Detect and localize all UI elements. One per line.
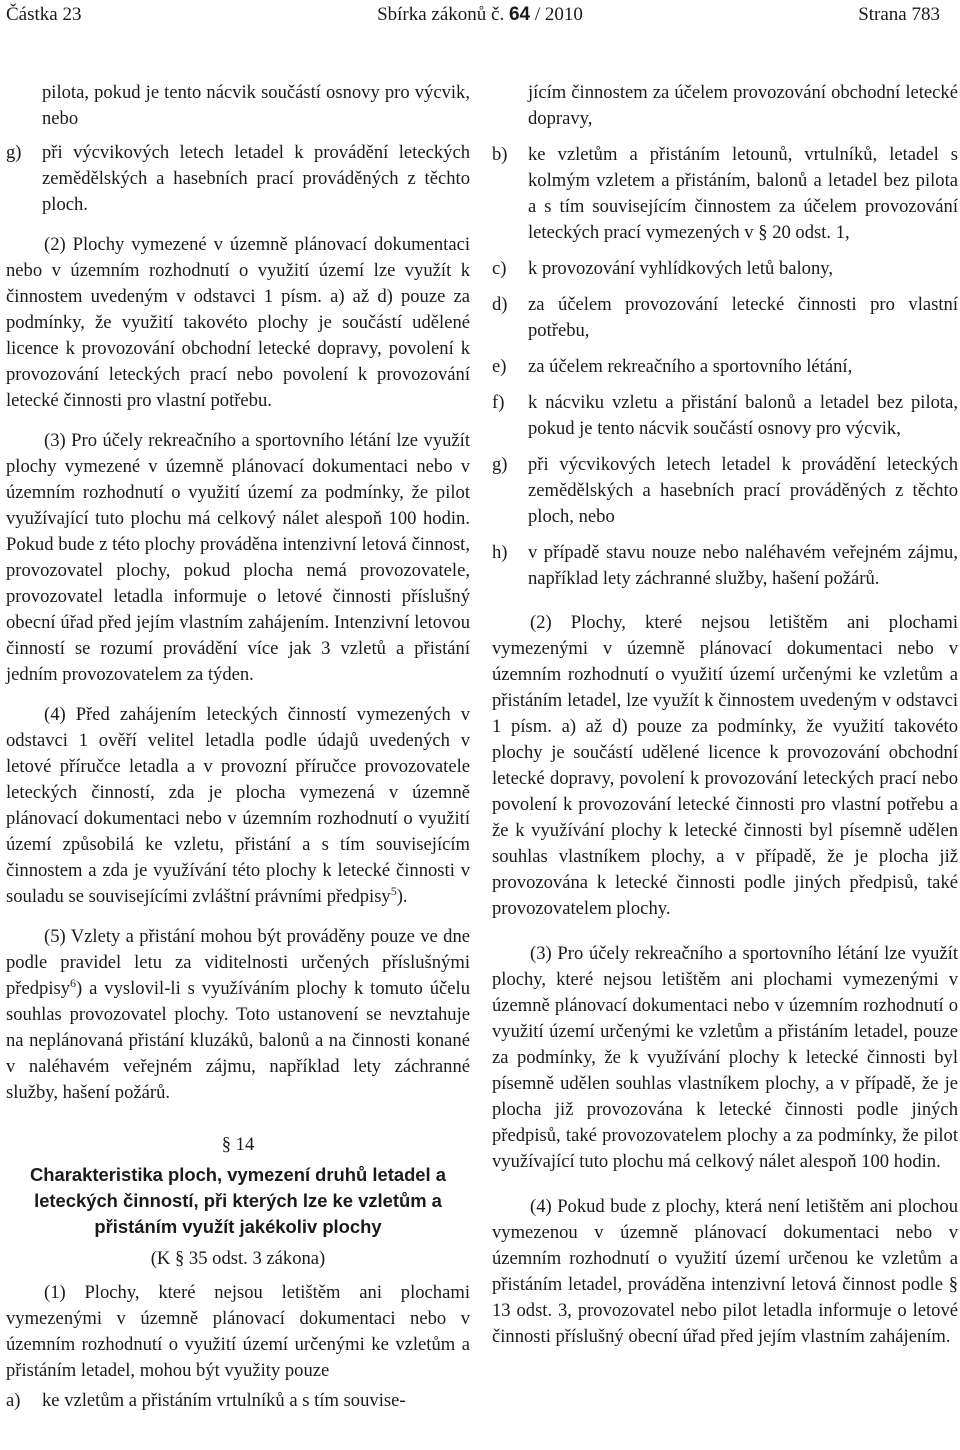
list-item	[492, 390, 958, 442]
section-reference: (K § 35 odst. 3 zákona)	[150, 1248, 326, 1269]
issue-number: 64	[508, 4, 531, 25]
item-text: za účelem provozování letecké činnosti pro vlastní potřebu,	[528, 294, 958, 341]
item-letter: f)	[492, 392, 505, 413]
paragraph-4	[6, 702, 470, 910]
paragraph-5-text-a: (5) Vzlety a přistání mohou být prováděny pouze ve dne podle pravidel letu za viditelnosti určených příslušnými předpisy	[6, 926, 470, 999]
item-text: ke vzletům a přistáním letounů, vrtulníků, letadel s kolmým vzletem a přistáním, balonů a letadel bez pilota a s tím souvisejícím činnostem za účelem provozování leteckých prací vymezených v § 20 odst. 1,	[528, 144, 958, 243]
section-number: § 14	[221, 1134, 255, 1155]
collection-label: Sbírka zákonů č.	[377, 4, 505, 25]
item-text: při výcvikových letech letadel k provádění leteckých zemědělských a hasebních prací prováděných z těchto ploch.	[42, 142, 470, 215]
item-text: za účelem rekreačního a sportovního létání,	[528, 356, 853, 377]
item-text: v případě stavu nouze nebo naléhavém veřejném zájmu, například lety záchranné služby, hašení požárů.	[528, 542, 958, 589]
item-letter: d)	[492, 294, 508, 315]
list-item	[492, 142, 958, 246]
list-item	[6, 1388, 470, 1414]
footnote-ref: 5	[390, 883, 397, 898]
list-item	[6, 140, 470, 218]
paragraph-2: (2) Plochy vymezené v územně plánovací dokumentaci nebo v územním rozhodnutí o využití území lze využít k činnostem uvedeným v odstavci 1 písm. a) až d) pouze za podmínky, že využití takovéto plochy je součástí udělené licence k provozování obchodní letecké dopravy, povolení k provozování leteckých prací nebo povolení k provozování letecké činnosti pro vlastní potřebu.	[6, 234, 470, 411]
section-title: Charakteristika ploch, vymezení druhů letadel a leteckých činností, při kterých lze ke vzletům a přistáním využít jakékoliv plochy	[30, 1164, 446, 1237]
collection-title	[0, 4, 960, 26]
item-letter: g)	[6, 142, 22, 163]
item-letter: h)	[492, 542, 508, 563]
item-letter: c)	[492, 258, 507, 279]
list-item	[492, 452, 958, 530]
right-column	[492, 80, 958, 1450]
part-number: Částka 23	[6, 4, 82, 25]
item-text: k provozování vyhlídkových letů balony,	[528, 258, 834, 279]
page-number: Strana 783	[858, 4, 940, 25]
item-letter: a)	[6, 1390, 21, 1411]
item-text: ke vzletům a přistáním vrtulníků a s tím souvise-	[42, 1390, 406, 1411]
section-14-paragraph-1: (1) Plochy, které nejsou letištěm ani plochami vymezenými v územně plánovací dokumentaci nebo v územním rozhodnutí o využití území určenými ke vzletům a přistáním letadel, mohou být využity pouze	[6, 1282, 470, 1381]
item-letter: g)	[492, 454, 508, 475]
list-item	[492, 292, 958, 344]
item-letter: e)	[492, 356, 507, 377]
item-text: při výcvikových letech letadel k provádění leteckých zemědělských a hasebních prací prováděných z těchto ploch, nebo	[528, 454, 958, 527]
paragraph-4-end: ).	[396, 886, 408, 907]
list-item	[492, 540, 958, 592]
list-item	[492, 354, 958, 380]
item-f-continuation: pilota, pokud je tento nácvik součástí osnovy pro výcvik, nebo	[42, 82, 470, 129]
item-a-continuation: jícím činnostem za účelem provozování obchodní letecké dopravy,	[528, 82, 958, 129]
item-letter: b)	[492, 144, 508, 165]
paragraph-5	[6, 924, 470, 1106]
paragraph-3: (3) Pro účely rekreačního a sportovního létání lze využít plochy, které nejsou letištěm ani plochami vymezenými v územně plánovací dokumentaci nebo v územním rozhodnutí o využití území určenými ke vzletům a přistáním letadel, pouze za podmínky, že k využívání plochy k letecké činnosti byl písemně udělen souhlas vlastníkem plochy, a v případě, že je plocha již provozována k letecké činnosti podle jiných předpisů, také provozovatelem plochy a za podmínky, že pilot využívající tuto plochu má celkový nálet alespoň 100 hodin.	[492, 943, 958, 1172]
item-text: k nácviku vzletu a přistání balonů a letadel bez pilota, pokud je tento nácvik součástí osnovy pro výcvik,	[528, 392, 958, 439]
paragraph-4: (4) Pokud bude z plochy, která není letištěm ani plochou vymezenou v územně plánovací dokumentaci nebo v územním rozhodnutí o využití území určenou ke vzletům a přistáním letadel, prováděna intenzivní letová činnost podle § 13 odst. 3, provozovatel nebo pilot letadla informuje o letové činnosti příslušný obecní úřad před jejím vlastním zahájením.	[492, 1196, 958, 1347]
left-column	[6, 80, 470, 1450]
paragraph-5-text-b: ) a vyslovil-li s využíváním plochy k tomuto účelu souhlas provozovatel plochy. Toto ustanovení se nevztahuje na neplánovaná přistání kluzáků, balonů a na činnosti konané v naléhavém veřejném zájmu, například lety záchranné služby, hašení požárů.	[6, 978, 470, 1103]
list-item	[492, 256, 958, 282]
issue-year: / 2010	[534, 4, 583, 25]
page-header	[0, 0, 960, 40]
footnote-ref: 6	[70, 975, 77, 990]
paragraph-3: (3) Pro účely rekreačního a sportovního létání lze využít plochy vymezené v územně plánovací dokumentaci nebo v územním rozhodnutí o využití území za podmínky, že pilot využívající tuto plochu má celkový nálet alespoň 100 hodin. Pokud bude z této plochy prováděna intenzivní letová činnost, provozovatel plochy, pokud plocha nemá provozovatele, provozovatel letadla informuje o letové činnosti příslušný obecní úřad před jejím vlastním zahájením. Intenzivní letovou činností se rozumí provádění více jak 3 vzletů a přistání jedním provozovatelem za týden.	[6, 430, 470, 685]
paragraph-2: (2) Plochy, které nejsou letištěm ani plochami vymezenými v územně plánovací dokumentaci nebo v územním rozhodnutí o využití území určenými ke vzletům a přistáním letadel, lze využít k činnostem uvedeným v odstavci 1 písm. a) až d) pouze za podmínky, že využití takovéto plochy je součástí udělené licence k provozování obchodní letecké dopravy, povolení k provozování leteckých prací nebo povolení k provozování letecké činnosti pro vlastní potřebu a že k využívání plochy k letecké činnosti byl písemně udělen souhlas vlastníkem plochy, a v případě, že je plocha již provozována k letecké činnosti podle jiných předpisů, také provozovatelem plochy.	[492, 612, 958, 919]
paragraph-4-text: (4) Před zahájením leteckých činností vymezených v odstavci 1 ověří velitel letadla podle údajů uvedených v letové příručce letadla a v provozní příručce provozovatele leteckých činností, zda je plocha vymezená v územně plánovací dokumentaci nebo v územním rozhodnutí o využití území způsobilá ke vzletu, přistání a s tím souvisejícím činnostem a zda je využívání této plochy k letecké činnosti v souladu se souvisejícími zvláštní právními předpisy	[6, 704, 470, 907]
